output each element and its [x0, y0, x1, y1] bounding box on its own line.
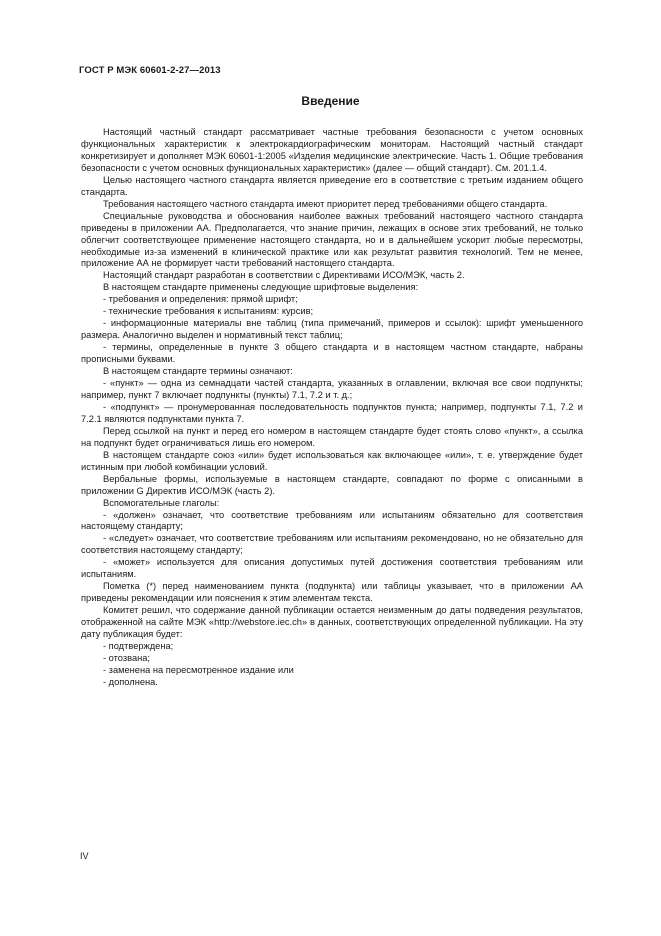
paragraph: Перед ссылкой на пункт и перед его номером в настоящем стандарте будет стоять слово «пункт», а ссылка на подпункт будет ограничиваться лишь его номером.: [81, 425, 583, 448]
list-item: - дополнена.: [103, 676, 158, 687]
paragraph: В настоящем стандарте союз «или» будет использоваться как включающее «или», т. е. утверждение будет истинным при любой комбинации условий.: [81, 449, 583, 472]
list-item: - требования и определения: прямой шрифт;: [103, 294, 298, 305]
paragraph: Целью настоящего частного стандарта является приведение его в соответствие с третьим изданием общего стандарта.: [81, 174, 583, 197]
list-item: - «следует» означает, что соответствие требованиям или испытаниям рекомендовано, но не обязательно для соответствия настоящему стандарту;: [81, 533, 583, 556]
paragraph: Вербальные формы, используемые в настоящем стандарте, совпадают по форме с описанными в приложении G Директив ИСО/МЭК (часть 2).: [81, 473, 583, 496]
paragraph: Пометка (*) перед наименованием пункта (подпункта) или таблицы указывает, что в приложении АА приведены рекомендации или пояснения к этим элементам текста.: [81, 581, 583, 604]
paragraph: Настоящий частный стандарт рассматривает частные требования безопасности с учетом основных функциональных характеристик к электрокардиографическим мониторам. Настоящий частный стандарт конкретизирует и дополняет МЭК 60601-1:2005 «Изделия медицинские электрические. Часть 1. Общие требования безопасности с учетом основных функциональных характеристик» (далее — общий стандарт). См. 201.1.4.: [81, 127, 583, 173]
list-item: - подтверждена;: [103, 640, 174, 651]
list-item: - технические требования к испытаниям: курсив;: [103, 306, 314, 317]
paragraph: Вспомогательные глаголы:: [103, 497, 220, 508]
document-header: ГОСТ Р МЭК 60601-2-27—2013: [79, 65, 221, 76]
list-item: - отозвана;: [103, 652, 151, 663]
page-number: IV: [80, 851, 89, 861]
list-item: - заменена на пересмотренное издание или: [103, 664, 294, 675]
paragraph: В настоящем стандарте термины означают:: [103, 366, 293, 377]
list-item: - термины, определенные в пункте 3 общего стандарта и в настоящем частном стандарте, набраны прописными буквами.: [81, 342, 583, 365]
list-item: - «подпункт» — пронумерованная последовательность подпунктов пункта; например, подпункты 7.1, 7.2 и 7.2.1 являются подпунктами пункта 7.: [81, 401, 583, 424]
section-title: Введение: [301, 94, 360, 108]
paragraph: Настоящий стандарт разработан в соответствии с Директивами ИСО/МЭК, часть 2.: [103, 270, 465, 281]
paragraph: Специальные руководства и обоснования наиболее важных требований настоящего частного стандарта приведены в приложении АА. Предполагается, что знание причин, лежащих в основе этих требований, не только облегчит соответствующее применение настоящего стандарта, но и в дальнейшем ускорит любые пересмотры, необходимые из-за изменений в клинической практике или как результат развития технологий. Тем не менее, приложение АА не формирует части требований настоящего стандарта.: [81, 210, 583, 269]
list-item: - «пункт» — одна из семнадцати частей стандарта, указанных в оглавлении, включая все свои подпункты; например, пункт 7 включает подпункты (пункты) 7.1, 7.2 и т. д.;: [81, 378, 583, 400]
list-item: - «должен» означает, что соответствие требованиям или испытаниям обязательно для соответствия настоящему стандарту;: [81, 509, 583, 532]
body-text: [81, 127, 583, 689]
paragraph: В настоящем стандарте применены следующие шрифтовые выделения:: [103, 282, 419, 293]
paragraph: Требования настоящего частного стандарта имеют приоритет перед требованиями общего стандарта.: [103, 198, 548, 209]
list-item: - информационные материалы вне таблиц (типа примечаний, примеров и ссылок): шрифт уменьшенного размера. Аналогично выделен и нормативный текст таблиц;: [81, 318, 583, 341]
paragraph: Комитет решил, что содержание данной публикации остается неизменным до даты подведения результатов, отображенной на сайте МЭК «http://webstore.iec.ch» в данных, соответствующих определенной публикации. На эту дату публикация будет:: [81, 605, 583, 640]
list-item: - «может» используется для описания допустимых путей достижения соответствия требованиям или испытаниям.: [81, 557, 583, 580]
